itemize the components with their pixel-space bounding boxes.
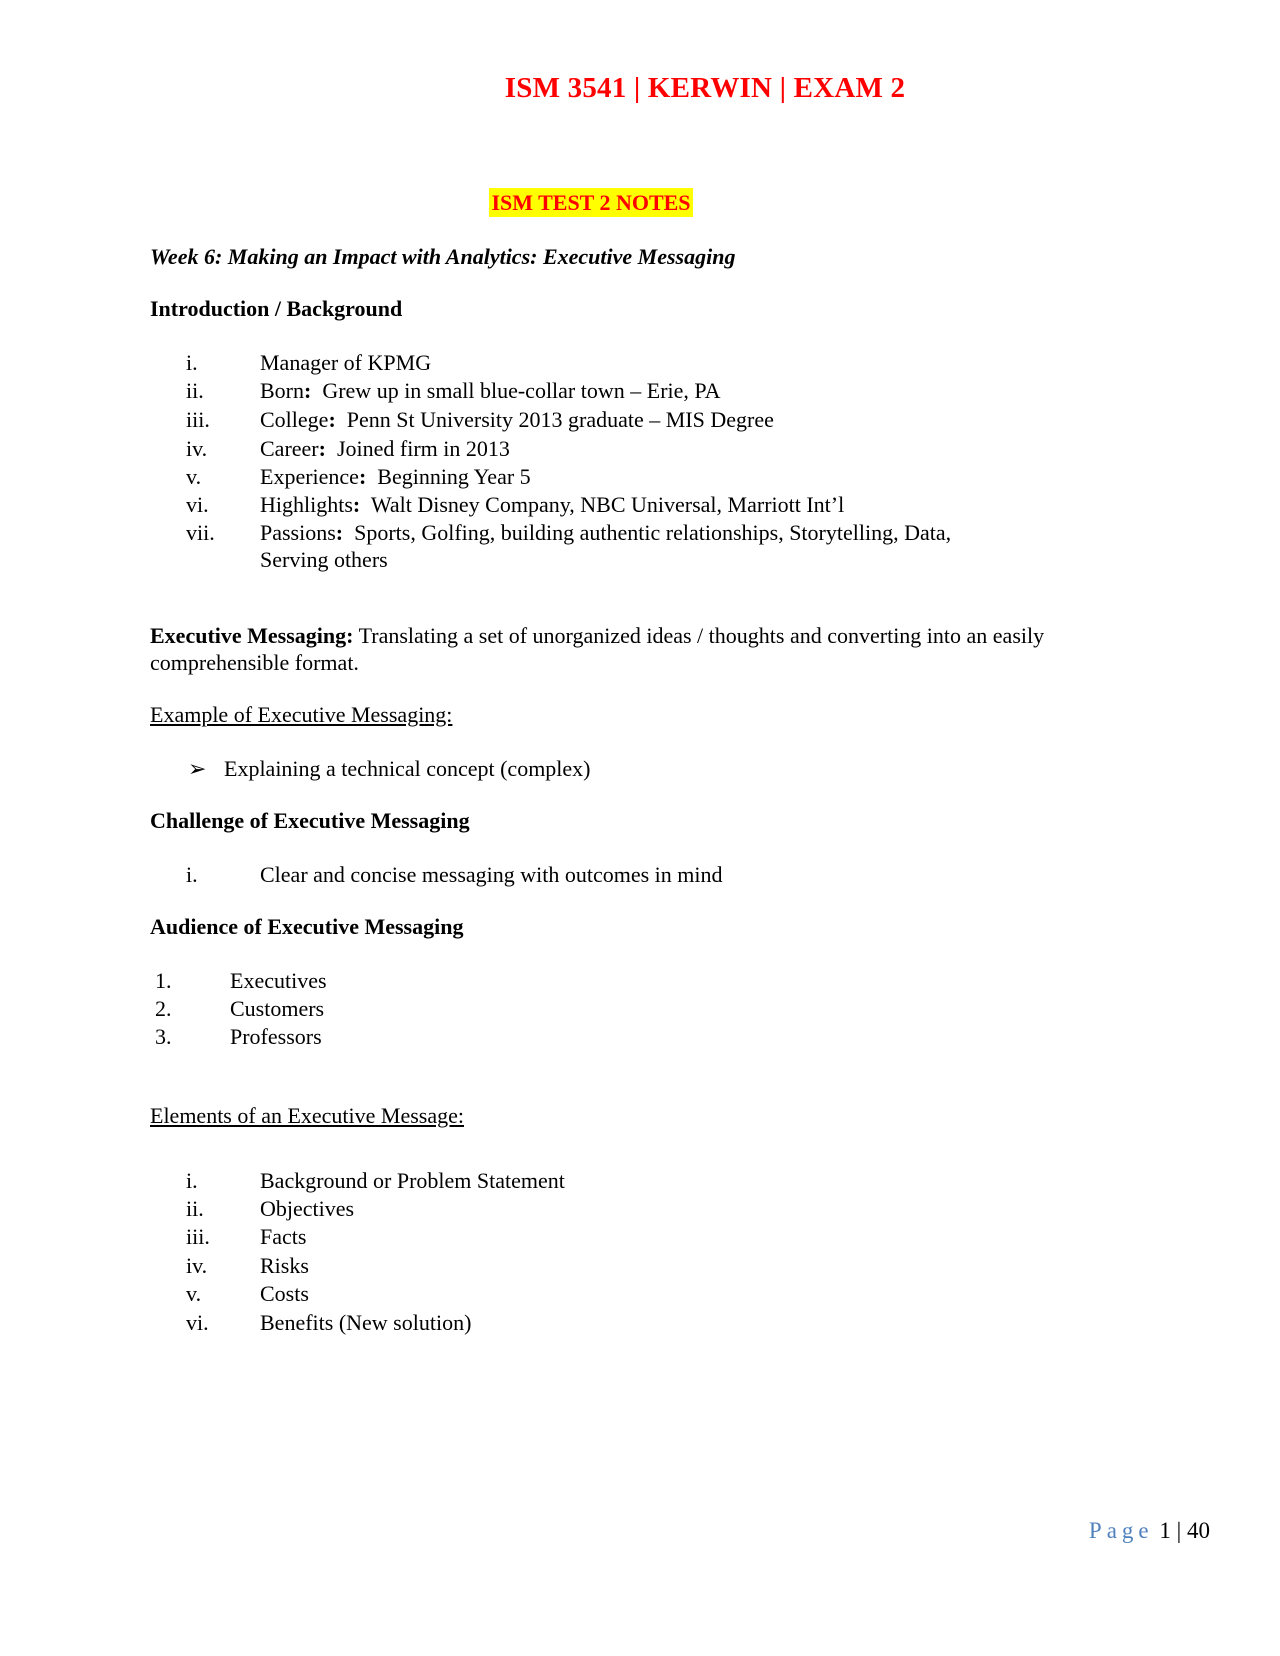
- list-number: 1.: [155, 968, 172, 993]
- list-number: 3.: [155, 1024, 172, 1049]
- list-item: Highlights: Walt Disney Company, NBC Universal, Marriott Int’l: [260, 492, 845, 517]
- list-number: iv.: [186, 1253, 208, 1278]
- page-number: 1: [1159, 1518, 1171, 1543]
- week-heading: Week 6: Making an Impact with Analytics: Executive Messaging: [150, 244, 736, 269]
- exec-messaging-definition: Executive Messaging: Translating a set of unorganized ideas / thoughts and converting into an easily comprehensible format.: [150, 623, 1045, 675]
- challenge-item: Clear and concise messaging with outcomes in mind: [260, 862, 723, 887]
- list-item: Facts: [260, 1224, 307, 1249]
- audience-heading: Audience of Executive Messaging: [150, 914, 464, 939]
- list-item: Objectives: [260, 1196, 355, 1221]
- list-number: v.: [186, 464, 202, 489]
- list-item: Career: Joined firm in 2013: [260, 436, 510, 461]
- example-item: Explaining a technical concept (complex): [224, 756, 591, 781]
- list-number: v.: [186, 1281, 202, 1306]
- elements-heading: Elements of an Executive Message:: [150, 1103, 465, 1128]
- list-number: vi.: [186, 1310, 209, 1335]
- list-number: iii.: [186, 407, 210, 432]
- challenge-heading: Challenge of Executive Messaging: [150, 808, 470, 833]
- list-number: iii.: [186, 1224, 210, 1249]
- list-item: Background or Problem Statement: [260, 1168, 565, 1193]
- list-item: Born: Grew up in small blue-collar town – Erie, PA: [260, 378, 721, 403]
- list-number: vi.: [186, 492, 209, 517]
- list-item: Experience: Beginning Year 5: [260, 464, 531, 489]
- list-number: iv.: [186, 436, 208, 461]
- list-number: 2.: [155, 996, 172, 1021]
- list-item: Customers: [230, 996, 325, 1021]
- example-heading: Example of Executive Messaging:: [150, 702, 453, 727]
- list-item: Risks: [260, 1253, 309, 1278]
- page-footer: [1089, 1518, 1210, 1544]
- list-item: Costs: [260, 1281, 309, 1306]
- arrow-bullet-icon: ➢: [188, 756, 207, 781]
- list-item: Manager of KPMG: [260, 350, 432, 375]
- list-item: Executives: [230, 968, 327, 993]
- page-total: 40: [1187, 1518, 1210, 1543]
- list-number: i.: [186, 1168, 198, 1193]
- page-word: Page: [1088, 1518, 1154, 1543]
- list-item: Passions: Sports, Golfing, building authentic relationships, Storytelling, Data,: [260, 520, 952, 545]
- list-item-continuation: Serving others: [260, 547, 388, 572]
- page-separator: |: [1170, 1518, 1187, 1543]
- document-header-title: ISM 3541 | KERWIN | EXAM 2: [504, 72, 906, 104]
- list-number: i.: [186, 350, 198, 375]
- list-number: ii.: [186, 1196, 204, 1221]
- list-number: vii.: [186, 520, 215, 545]
- intro-heading: Introduction / Background: [150, 296, 403, 321]
- notes-title-highlight: ISM TEST 2 NOTES: [491, 190, 691, 215]
- list-item: Benefits (New solution): [260, 1310, 472, 1335]
- list-number: i.: [186, 862, 198, 887]
- list-number: ii.: [186, 378, 204, 403]
- list-item: College: Penn St University 2013 graduate – MIS Degree: [260, 407, 774, 432]
- list-item: Professors: [230, 1024, 322, 1049]
- notes-title: [0, 190, 1182, 216]
